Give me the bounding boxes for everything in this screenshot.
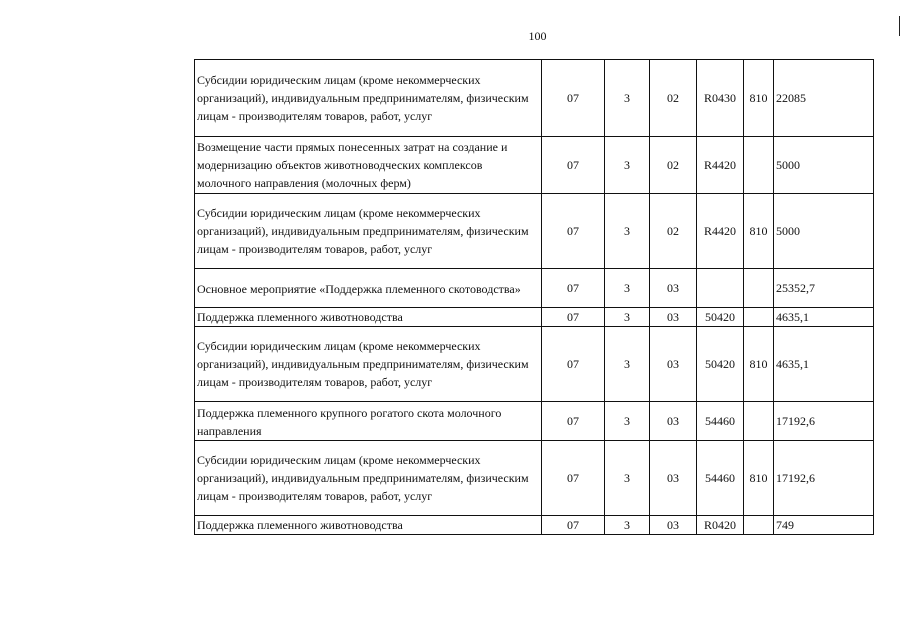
- section-code: 07: [542, 327, 605, 402]
- section-code: 07: [542, 269, 605, 308]
- row-name: Основное мероприятие «Поддержка племенного скотоводства»: [195, 269, 542, 308]
- table-row: [195, 308, 874, 327]
- expense-type-code: 810: [744, 327, 774, 402]
- amount: 17192,6: [774, 441, 874, 516]
- table-row: [195, 194, 874, 269]
- budget-table: [194, 59, 874, 535]
- row-name: Субсидии юридическим лицам (кроме некоммерческих организаций), индивидуальным предпринимателям, физическим лицам - производителям товаров, работ, услуг: [195, 441, 542, 516]
- amount: 17192,6: [774, 402, 874, 441]
- section-code: 07: [542, 402, 605, 441]
- table-row: [195, 327, 874, 402]
- program-code: 3: [605, 308, 650, 327]
- amount: 5000: [774, 194, 874, 269]
- subprogram-code: 03: [650, 516, 697, 535]
- target-code: R0430: [697, 60, 744, 137]
- row-name: Возмещение части прямых понесенных затрат на создание и модернизацию объектов животноводческих комплексов молочного направления (молочных ферм): [195, 137, 542, 194]
- subprogram-code: 03: [650, 441, 697, 516]
- section-code: 07: [542, 60, 605, 137]
- table-row: [195, 441, 874, 516]
- target-code: R4420: [697, 194, 744, 269]
- row-name: Поддержка племенного животноводства: [195, 308, 542, 327]
- row-name: Поддержка племенного крупного рогатого скота молочного направления: [195, 402, 542, 441]
- expense-type-code: 810: [744, 441, 774, 516]
- row-name: Поддержка племенного животноводства: [195, 516, 542, 535]
- expense-type-code: [744, 402, 774, 441]
- subprogram-code: 03: [650, 308, 697, 327]
- program-code: 3: [605, 269, 650, 308]
- table-row: [195, 402, 874, 441]
- subprogram-code: 03: [650, 327, 697, 402]
- section-code: 07: [542, 194, 605, 269]
- program-code: 3: [605, 137, 650, 194]
- target-code: 54460: [697, 402, 744, 441]
- section-code: 07: [542, 441, 605, 516]
- expense-type-code: [744, 308, 774, 327]
- program-code: 3: [605, 402, 650, 441]
- expense-type-code: [744, 516, 774, 535]
- subprogram-code: 02: [650, 60, 697, 137]
- expense-type-code: [744, 269, 774, 308]
- section-code: 07: [542, 137, 605, 194]
- subprogram-code: 03: [650, 269, 697, 308]
- subprogram-code: 02: [650, 194, 697, 269]
- program-code: 3: [605, 516, 650, 535]
- row-name: Субсидии юридическим лицам (кроме некоммерческих организаций), индивидуальным предпринимателям, физическим лицам - производителям товаров, работ, услуг: [195, 60, 542, 137]
- program-code: 3: [605, 60, 650, 137]
- target-code: [697, 269, 744, 308]
- program-code: 3: [605, 441, 650, 516]
- table-row: [195, 269, 874, 308]
- amount: 22085: [774, 60, 874, 137]
- row-name: Субсидии юридическим лицам (кроме некоммерческих организаций), индивидуальным предпринимателям, физическим лицам - производителям товаров, работ, услуг: [195, 327, 542, 402]
- table-row: [195, 516, 874, 535]
- amount: 4635,1: [774, 327, 874, 402]
- page-number: 100: [528, 29, 547, 43]
- row-name: Субсидии юридическим лицам (кроме некоммерческих организаций), индивидуальным предпринимателям, физическим лицам - производителям товаров, работ, услуг: [195, 194, 542, 269]
- amount: 749: [774, 516, 874, 535]
- target-code: 50420: [697, 308, 744, 327]
- target-code: R4420: [697, 137, 744, 194]
- expense-type-code: [744, 137, 774, 194]
- amount: 4635,1: [774, 308, 874, 327]
- subprogram-code: 02: [650, 137, 697, 194]
- program-code: 3: [605, 194, 650, 269]
- program-code: 3: [605, 327, 650, 402]
- expense-type-code: 810: [744, 60, 774, 137]
- table-row: [195, 60, 874, 137]
- expense-type-code: 810: [744, 194, 774, 269]
- target-code: 54460: [697, 441, 744, 516]
- amount: 25352,7: [774, 269, 874, 308]
- section-code: 07: [542, 308, 605, 327]
- amount: 5000: [774, 137, 874, 194]
- section-code: 07: [542, 516, 605, 535]
- target-code: R0420: [697, 516, 744, 535]
- target-code: 50420: [697, 327, 744, 402]
- scan-edge-mark: [899, 16, 900, 36]
- subprogram-code: 03: [650, 402, 697, 441]
- table-row: [195, 137, 874, 194]
